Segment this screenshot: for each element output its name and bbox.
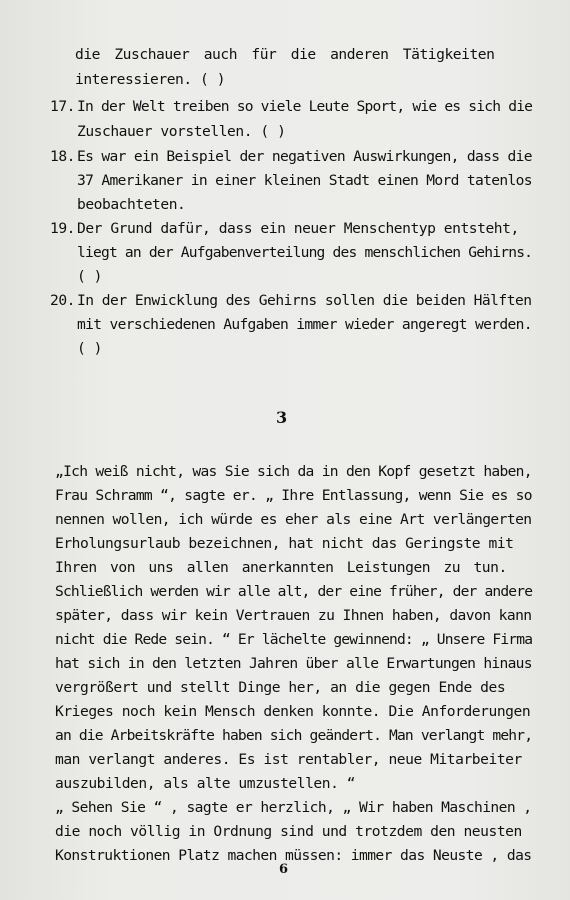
paragraph-line: Schließlich werden wir alle alt, der eine früher, der andere: [55, 583, 533, 600]
paragraph-line: die noch völlig in Ordnung sind und trotzdem den neusten: [55, 823, 522, 840]
question-text: ( ): [77, 340, 103, 357]
question-text: Zuschauer vorstellen. ( ): [77, 123, 286, 140]
question-text: mit verschiedenen Aufgaben immer wieder angeregt werden.: [77, 316, 532, 333]
paragraph-line: „Ich weiß nicht, was Sie sich da in den Kopf gesetzt haben,: [55, 463, 532, 480]
page-number: 6: [279, 862, 289, 877]
text-line: die Zuschauer auch für die anderen Tätigkeiten: [75, 46, 495, 63]
paragraph-line: Frau Schramm “, sagte er. „ Ihre Entlassung, wenn Sie es so: [55, 487, 532, 504]
question-text: Es war ein Beispiel der negativen Auswirkungen, dass die: [77, 148, 532, 165]
paragraph-line: später, dass wir kein Vertrauen zu Ihnen haben, davon kann: [55, 607, 532, 624]
paragraph-line: nennen wollen, ich würde es eher als eine Art verlängerten: [55, 511, 532, 528]
paragraph-line: Erholungsurlaub bezeichnen, hat nicht das Geringste mit: [55, 535, 514, 552]
paragraph-line: an die Arbeitskräfte haben sich geändert. Man verlangt mehr,: [55, 727, 533, 744]
question-number: 19.: [50, 220, 76, 237]
paragraph-line: nicht die Rede sein. “ Er lächelte gewinnend: „ Unsere Firma: [55, 631, 533, 648]
question-text: 37 Amerikaner in einer kleinen Stadt einen Mord tatenlos: [77, 172, 532, 189]
paragraph-line: Konstruktionen Platz machen müssen: immer das Neuste , das: [55, 847, 532, 864]
paragraph-line: „ Sehen Sie “ , sagte er herzlich, „ Wir haben Maschinen ,: [55, 799, 532, 816]
question-text: ( ): [77, 268, 103, 285]
paragraph-line: auszubilden, als alte umzustellen. “: [55, 775, 356, 792]
paragraph-line: Krieges noch kein Mensch denken konnte. Die Anforderungen: [55, 703, 531, 720]
question-text: In der Welt treiben so viele Leute Sport, wie es sich die: [77, 98, 533, 115]
section-number: 3: [276, 408, 288, 427]
question-text: In der Enwicklung des Gehirns sollen die beiden Hälften: [77, 292, 532, 309]
text-line: interessieren. ( ): [75, 71, 226, 88]
paragraph-line: Ihren von uns allen anerkannten Leistungen zu tun.: [55, 559, 507, 576]
paragraph-line: man verlangt anderes. Es ist rentabler, neue Mitarbeiter: [55, 751, 522, 768]
paragraph-line: hat sich in den letzten Jahren über alle Erwartungen hinaus: [55, 655, 532, 672]
question-text: beobachteten.: [77, 196, 186, 213]
question-number: 18.: [50, 148, 76, 165]
question-number: 20.: [50, 292, 76, 309]
paragraph-line: vergrößert und stellt Dinge her, an die gegen Ende des: [55, 679, 506, 696]
question-text: liegt an der Aufgabenverteilung des menschlichen Gehirns.: [77, 244, 533, 261]
question-text: Der Grund dafür, dass ein neuer Menschentyp entsteht,: [77, 220, 519, 237]
question-number: 17.: [50, 98, 76, 115]
